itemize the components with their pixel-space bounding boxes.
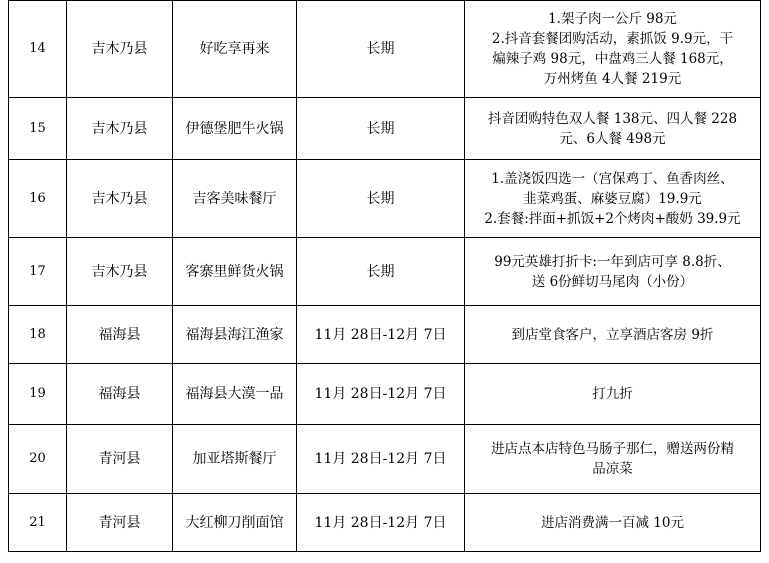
promotion-detail-cell: [465, 1, 761, 98]
promotion-table: [8, 0, 761, 552]
restaurant-name-cell: 福海县海江渔家: [173, 306, 297, 364]
row-number: 19: [9, 364, 67, 425]
promotion-detail-line: 品凉菜: [592, 461, 633, 477]
promotion-detail-line: 抖音团购特色双人餐 138元、四人餐 228: [487, 110, 738, 127]
promotion-detail-line: 进店消费满一百减 10元: [541, 514, 684, 531]
row-number: 20: [9, 425, 67, 494]
promotion-detail-line: 进店点本店特色马肠子那仁，赠送两份精: [491, 441, 734, 457]
row-number: 18: [9, 306, 67, 364]
county-cell: 吉木乃县: [67, 98, 173, 160]
promotion-detail-line: 万州烤鱼 4人餐 219元: [543, 71, 682, 87]
restaurant-name-cell: 加亚塔斯餐厅: [173, 425, 297, 494]
promotion-detail-cell: [465, 160, 761, 238]
restaurant-name-cell: 伊德堡肥牛火锅: [173, 98, 297, 160]
promotion-detail-line: 到店堂食客户，立享酒店客房 9折: [511, 326, 714, 343]
restaurant-name-cell: 大红柳刀削面馆: [173, 494, 297, 552]
period-cell: 长期: [297, 238, 465, 306]
promotion-detail-cell: [465, 364, 761, 425]
promotion-detail-line: 1.盖浇饭四选一（宫保鸡丁、鱼香肉丝、: [491, 170, 734, 187]
table-row: [9, 364, 761, 425]
promotion-detail-line: 1.架子肉一公斤 98元: [548, 11, 677, 27]
period-cell: 11月 28日-12月 7日: [297, 306, 465, 364]
county-cell: 吉木乃县: [67, 160, 173, 238]
period-cell: 长期: [297, 160, 465, 238]
row-number: 16: [9, 160, 67, 238]
table-row: [9, 425, 761, 494]
county-cell: 吉木乃县: [67, 1, 173, 98]
table-row: [9, 1, 761, 98]
period-cell: 11月 28日-12月 7日: [297, 364, 465, 425]
restaurant-name-cell: 福海县大漠一品: [173, 364, 297, 425]
promotion-detail-line: 送 6份鲜切马尾肉（小份）: [531, 273, 694, 290]
period-cell: 11月 28日-12月 7日: [297, 494, 465, 552]
restaurant-name-cell: 吉客美味餐厅: [173, 160, 297, 238]
promotion-detail-cell: [465, 494, 761, 552]
promotion-detail-line: 煸辣子鸡 98元，中盘鸡三人餐 168元，: [492, 51, 733, 67]
promotion-detail-cell: [465, 98, 761, 160]
promotion-detail-line: 2.抖音套餐团购活动，素抓饭 9.9元，干: [491, 31, 734, 47]
county-cell: 青河县: [67, 494, 173, 552]
period-cell: 长期: [297, 1, 465, 98]
promotion-detail-cell: [465, 306, 761, 364]
row-number: 17: [9, 238, 67, 306]
row-number: 15: [9, 98, 67, 160]
table-row: [9, 238, 761, 306]
row-number: 21: [9, 494, 67, 552]
period-cell: 长期: [297, 98, 465, 160]
county-cell: 青河县: [67, 425, 173, 494]
promotion-detail-line: 打九折: [592, 386, 633, 402]
table-row: [9, 98, 761, 160]
restaurant-name-cell: 好吃享再来: [173, 1, 297, 98]
promotion-detail-cell: [465, 238, 761, 306]
promotion-detail-line: 99元英雄打折卡:一年到店可享 8.8折、: [494, 253, 731, 270]
promotion-detail-line: 韭菜鸡蛋、麻婆豆腐）19.9元: [523, 190, 702, 207]
county-cell: 福海县: [67, 364, 173, 425]
row-number: 14: [9, 1, 67, 98]
promotion-detail-line: 元、6人餐 498元: [559, 130, 666, 147]
promotion-table-body: [9, 1, 761, 552]
county-cell: 福海县: [67, 306, 173, 364]
promotion-detail-line: 2.套餐:拌面+抓饭+2个烤肉+酸奶 39.9元: [484, 210, 741, 227]
period-cell: 11月 28日-12月 7日: [297, 425, 465, 494]
promotion-detail-cell: [465, 425, 761, 494]
county-cell: 吉木乃县: [67, 238, 173, 306]
restaurant-name-cell: 客寨里鲜货火锅: [173, 238, 297, 306]
table-row: [9, 494, 761, 552]
table-row: [9, 160, 761, 238]
table-row: [9, 306, 761, 364]
